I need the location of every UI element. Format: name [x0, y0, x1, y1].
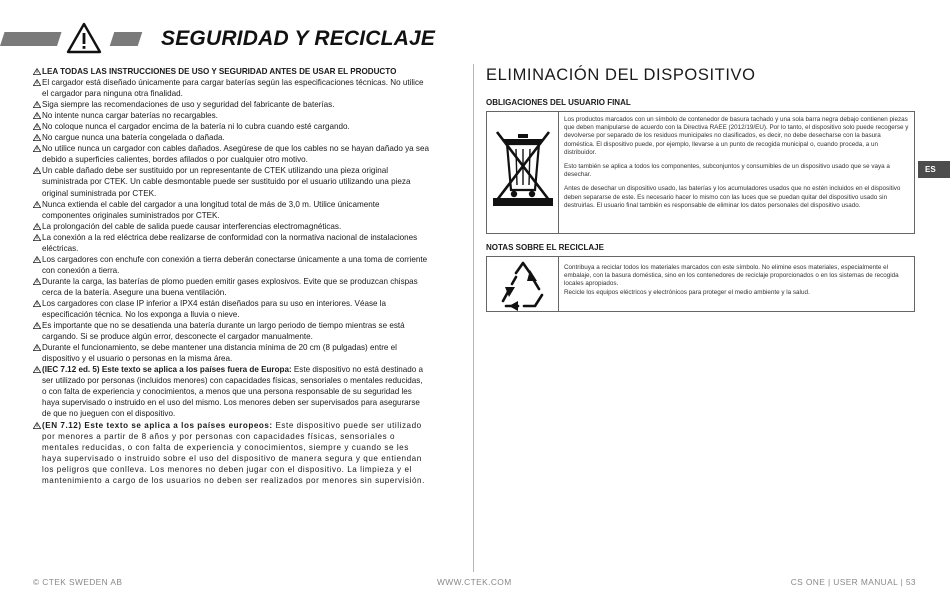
- bullet-text: La conexión a la red eléctrica debe realizarse de conformidad con la normativa nacional de instalaciones eléctricas.: [42, 232, 418, 253]
- bullet-text: Siga siempre las recomendaciones de uso y seguridad del fabricante de baterías.: [42, 100, 335, 110]
- crossed-bin-icon: [487, 112, 559, 235]
- warning-icon: [33, 322, 41, 329]
- bullet-text: Los cargadores con clase IP inferior a IPX4 están diseñados para su uso en interiores. Véase la especificación técnica. No los exponga a lluvia o nieve.: [42, 298, 387, 320]
- paragraph: Recicle los equipos eléctricos y electrónicos para proteger el medio ambiente y la salud.: [564, 288, 810, 296]
- warning-icon: [33, 79, 41, 86]
- warning-icon: [33, 278, 41, 285]
- bullet-bold-text: (EN 7.12) Este texto se aplica a los países europeos:: [42, 420, 273, 430]
- warning-icon: [33, 223, 41, 230]
- bullet-text: Este dispositivo puede ser utilizado por menores a partir de 8 años y por personas con capacidades físicas, sensoriales o mentales reducidas, o con falta de experiencia y conocimientos, siempre y cuando se les haya supervisado o instruido sobre el uso del dispositivo de manera segura y que entiendan los peligros que conlleva. Los menores no deben jugar con el dispositivo. La limpieza y el mantenimiento a cargo de los usuarios no deben ser realizados por menores sin supervisión.: [42, 420, 425, 485]
- bullet-text: No cargue nunca una batería congelada o dañada.: [42, 133, 225, 143]
- safety-bullet: [33, 143, 429, 165]
- safety-bullet: [33, 298, 429, 320]
- warning-icon: [33, 145, 41, 152]
- end-user-obligations-box: [486, 111, 915, 234]
- safety-bullet: [33, 110, 429, 121]
- end-user-obligations-heading: OBLIGACIONES DEL USUARIO FINAL: [486, 98, 631, 107]
- bullet-text: La prolongación del cable de salida puede causar interferencias electromagnéticas.: [42, 221, 342, 231]
- safety-bullet: [33, 132, 429, 143]
- safety-bullet: [33, 420, 429, 486]
- safety-bullet: [33, 342, 429, 364]
- bullet-text: Nunca extienda el cable del cargador a una longitud total de más de 3,0 m. Utilice únicamente componentes originales suministrados por CTEK.: [42, 199, 380, 220]
- bullet-text: No coloque nunca el cargador encima de la batería ni lo cubra cuando esté cargando.: [42, 122, 350, 132]
- warning-icon: [33, 201, 41, 208]
- safety-bullet: [33, 320, 429, 342]
- safety-bullet: [33, 232, 429, 254]
- paragraph: Esto también se aplica a todos los componentes, subconjuntos y consumibles de un dispositivo usado que se vaya a desechar.: [564, 163, 890, 179]
- safety-bullet: [33, 364, 429, 419]
- safety-bullet: [33, 99, 429, 110]
- warning-icon: [33, 134, 41, 141]
- footer-page-info: CS ONE | USER MANUAL | 53: [790, 577, 916, 587]
- bullet-text: Durante el funcionamiento, se debe mantener una distancia mínima de 20 cm (8 pulgadas) entre el dispositivo y el usuario o personas en la misma área.: [42, 343, 397, 364]
- bullet-text: El cargador está diseñado únicamente para cargar baterías según las especificaciones técnicas. No utilice el cargador para ninguna otra finalidad.: [42, 78, 424, 99]
- bullet-text: No utilice nunca un cargador con cables dañados. Asegúrese de que los cables no se hayan dañado ya sea debido a superficies calientes, bordes afilados o por cualquier otro motivo.: [42, 144, 429, 165]
- warning-icon: [33, 123, 41, 130]
- recycling-notes-heading: NOTAS SOBRE EL RECICLAJE: [486, 243, 604, 252]
- safety-bullet: [33, 165, 429, 198]
- warning-icon: [33, 112, 41, 119]
- warning-icon: [33, 422, 41, 429]
- warning-icon: [33, 366, 41, 373]
- safety-bullet: [33, 66, 429, 77]
- warning-icon: [33, 300, 41, 307]
- footer-copyright: © CTEK SWEDEN AB: [33, 577, 123, 587]
- paragraph: Contribuya a reciclar todos los materiales marcados con este símbolo. No elimine esos materiales, especialmente el embalaje, con la basura doméstica, sino en los contenedores de reciclaje proporcionados o en los sistemas de recogida locales apropiados.: [564, 264, 899, 288]
- column-divider: [473, 64, 474, 572]
- bullet-text: Este dispositivo no está destinado a ser utilizado por personas (incluidos menores) con capacidades físicas, sensoriales o mentales reducidas, o con falta de experiencia y conocimientos, a menos que una persona responsable de su seguridad les haya supervisado o instruido en el uso del mismo. Los menores deben ser supervisados para asegurarse de que no jueguen con el dispositivo.: [42, 365, 424, 419]
- warning-icon: [33, 101, 41, 108]
- warning-icon: [33, 344, 41, 351]
- bullet-bold-text: (IEC 7.12 ed. 5) Este texto se aplica a los países fuera de Europa:: [42, 365, 292, 375]
- bullet-text: Es importante que no se desatienda una batería durante un largo periodo de tiempo mientras se está cargando. Si se produce algún error, desconecte el cargador manualmente.: [42, 321, 405, 342]
- safety-bullet: [33, 276, 429, 298]
- bullet-text: No intente nunca cargar baterías no recargables.: [42, 111, 218, 121]
- recycle-icon: [487, 257, 559, 313]
- bullet-bold-text: LEA TODAS LAS INSTRUCCIONES DE USO Y SEGURIDAD ANTES DE USAR EL PRODUCTO: [42, 67, 397, 76]
- recycling-notes-box: [486, 256, 915, 312]
- bullet-text: Los cargadores con enchufe con conexión a tierra deberán conectarse únicamente a una toma de corriente con conexión a tierra.: [42, 254, 428, 275]
- paragraph: Los productos marcados con un símbolo de contenedor de basura tachado y una sola barra negra debajo contienen piezas que deben manipularse de acuerdo con la Directiva RAEE (2012/19/EU). Por lo tanto, el dispositivo solo puede recogerse y devolverse por separado de los residuos municipales no clasificados, es decir, no debe desecharse con la basura doméstica. El dispositivo puede, por ejemplo, llevarse a un punto de recogida municipal o, cuando proceda, a un distribuidor.: [564, 116, 909, 156]
- end-user-obligations-text: [564, 116, 910, 210]
- header-bar-left: [0, 32, 62, 46]
- safety-bullet: [33, 121, 429, 132]
- warning-icon: [33, 256, 41, 263]
- language-tab[interactable]: ES: [918, 161, 950, 178]
- warning-icon: [33, 234, 41, 241]
- warning-icon: [33, 167, 41, 174]
- bullet-text: Durante la carga, las baterías de plomo pueden emitir gases explosivos. Evite que se produzcan chispas cerca de la batería. Asegure una buena ventilación.: [42, 276, 418, 297]
- safety-instructions: [33, 66, 429, 486]
- safety-bullet: [33, 221, 429, 232]
- weee-icon-cell: [487, 112, 559, 233]
- footer-website-link[interactable]: WWW.CTEK.COM: [437, 577, 512, 587]
- header-bar-mid: [110, 32, 143, 46]
- section-title: ELIMINACIÓN DEL DISPOSITIVO: [486, 66, 756, 84]
- paragraph: Antes de desechar un dispositivo usado, las baterías y los acumuladores usados que no estén incluidos en el dispositivo deben separarse de este. Es necesario hacer lo mismo con las luces que se puedan quitar del dispositivo usado sin destruirlas. El usuario final también es responsable de eliminar los datos personales del dispositivo usado.: [564, 185, 901, 209]
- warning-triangle-icon: [66, 22, 102, 54]
- page-title: SEGURIDAD Y RECICLAJE: [161, 27, 436, 50]
- bullet-text: Un cable dañado debe ser sustituido por un representante de CTEK utilizando una pieza original suministrada por CTEK. Un cable desmontable puede ser sustituido por el usuario utilizando una pieza original suministrada por CTEK.: [42, 166, 411, 198]
- safety-bullet: [33, 199, 429, 221]
- safety-bullet: [33, 254, 429, 276]
- recycling-notes-text: [564, 264, 910, 297]
- warning-icon: [33, 68, 41, 75]
- recycle-icon-cell: [487, 257, 559, 311]
- safety-bullet: [33, 77, 429, 99]
